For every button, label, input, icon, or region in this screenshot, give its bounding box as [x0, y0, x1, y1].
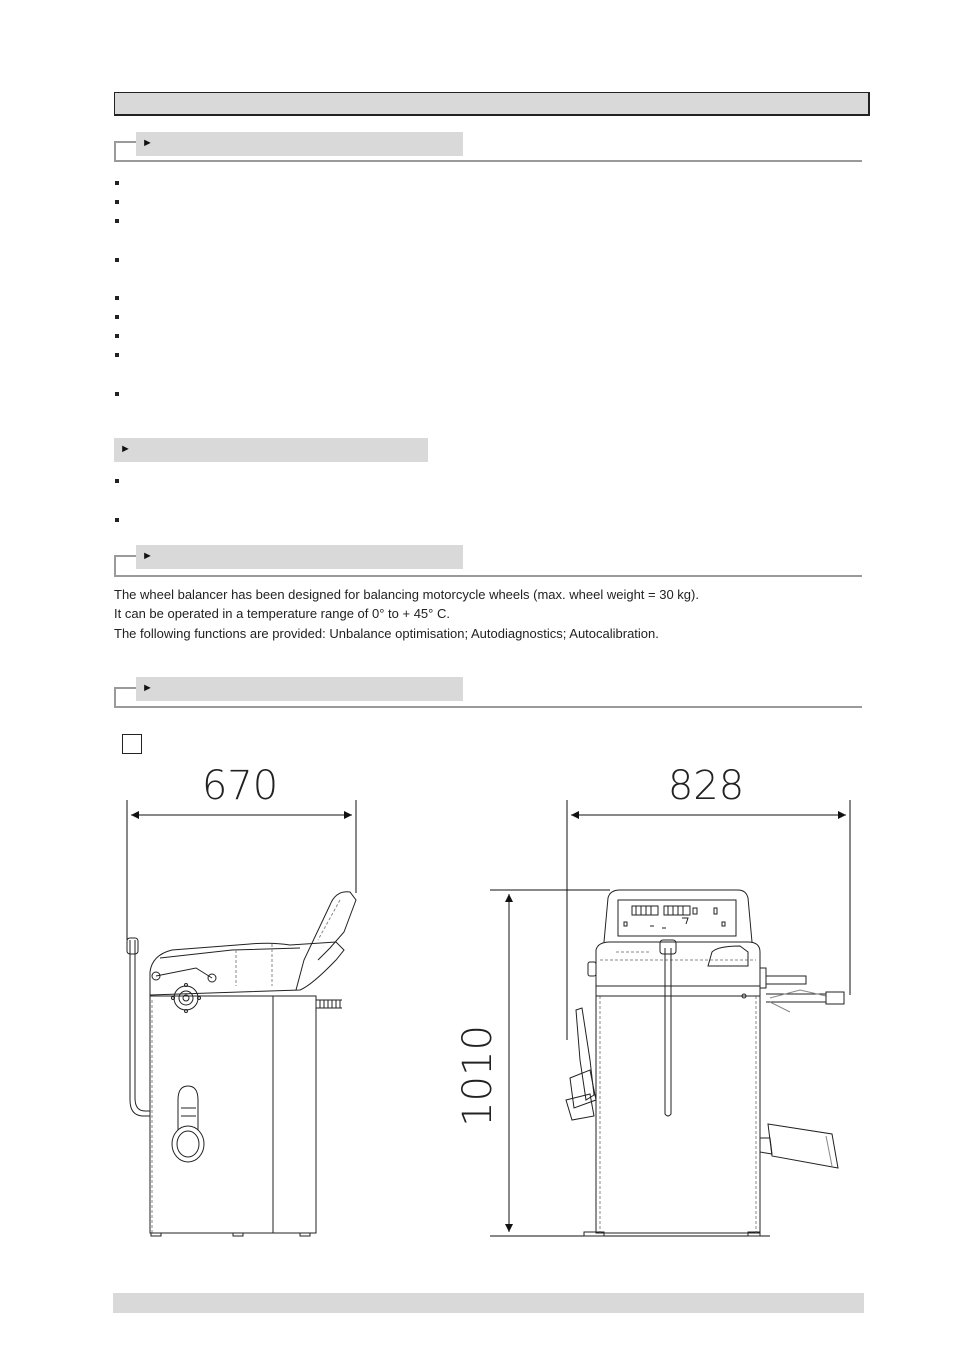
height-label: 1010: [455, 1025, 501, 1127]
depth-label: 828: [667, 763, 745, 809]
side-view-machine: [127, 892, 356, 1236]
section-arrow-icon: ►: [142, 682, 153, 694]
description-line-2: It can be operated in a temperature range of 0° to + 45° C.: [114, 606, 450, 621]
front-view-machine: [566, 890, 844, 1236]
section-arrow-icon: ►: [142, 550, 153, 562]
footer-bar: [113, 1293, 864, 1313]
width-dimension: [127, 800, 356, 940]
description-line-1: The wheel balancer has been designed for balancing motorcycle wheels (max. wheel weight = 30 kg).: [114, 587, 699, 602]
width-label: 670: [201, 763, 279, 809]
subsection-arrow-icon: ►: [120, 443, 131, 455]
section-arrow-icon: ►: [142, 137, 153, 149]
depth-dimension: [567, 800, 850, 1040]
description-line-3: The following functions are provided: Unbalance optimisation; Autodiagnostics; Autocalibration.: [114, 626, 659, 641]
